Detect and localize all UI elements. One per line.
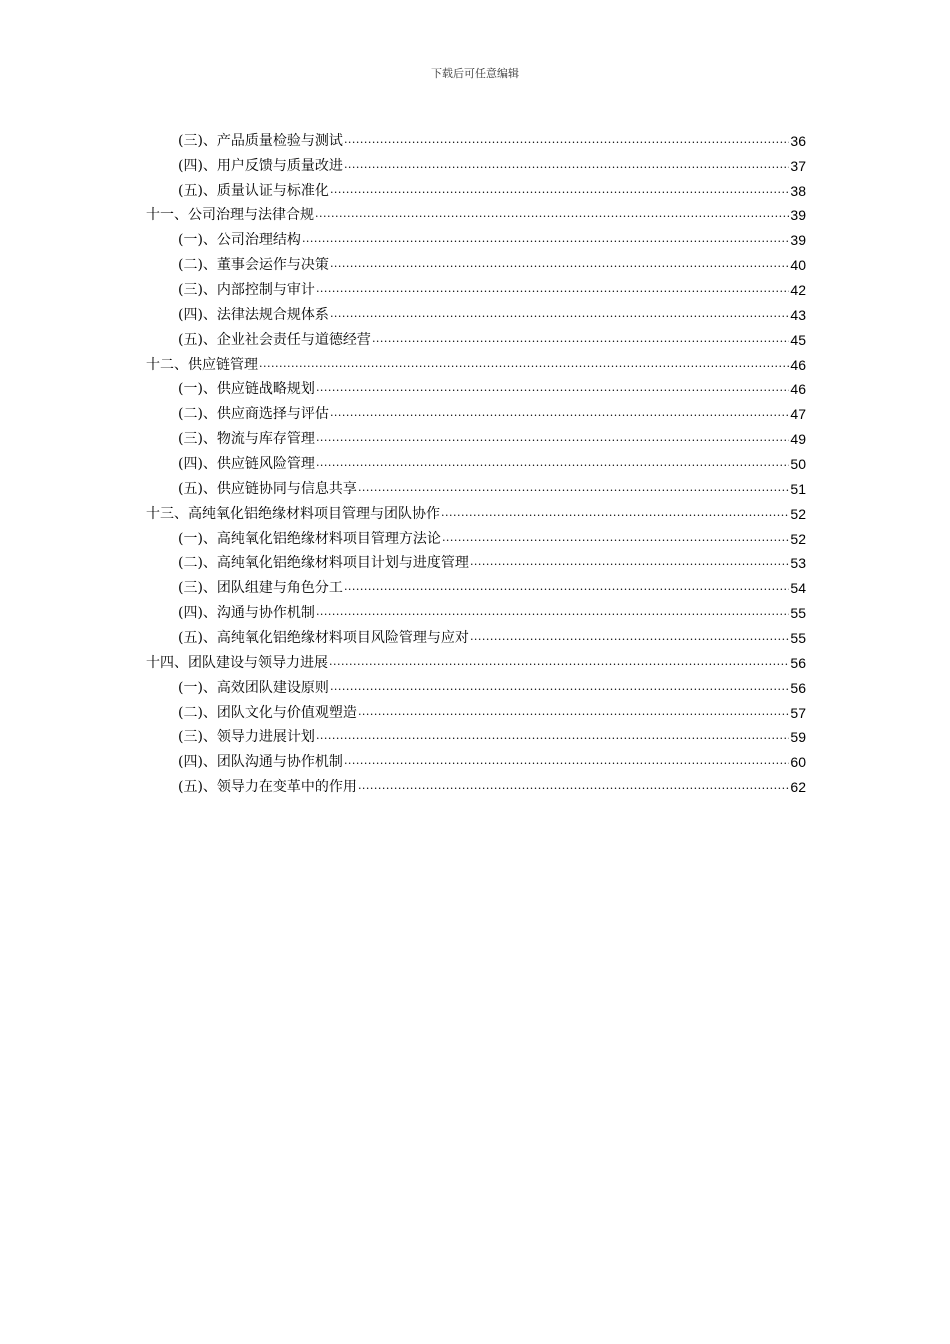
toc-entry-page: 45: [790, 331, 806, 348]
toc-dot-leader: [316, 455, 789, 471]
toc-entry-title: (四)、团队沟通与协作机制: [178, 754, 343, 771]
toc-dot-leader: [330, 182, 789, 198]
toc-entry-title: (一)、供应链战略规划: [178, 381, 315, 398]
toc-entry-title: (三)、产品质量检验与测试: [178, 132, 343, 149]
toc-section-entry[interactable]: [146, 424, 806, 449]
toc-entry-title: (四)、供应链风险管理: [178, 456, 315, 473]
toc-entry-page: 47: [790, 406, 806, 423]
toc-section-entry[interactable]: [146, 474, 806, 499]
toc-entry-title: (四)、用户反馈与质量改进: [178, 157, 343, 174]
toc-entry-title: (五)、供应链协同与信息共享: [178, 480, 357, 497]
toc-dot-leader: [329, 654, 789, 670]
toc-section-entry[interactable]: [146, 250, 806, 275]
toc-entry-page: 39: [790, 232, 806, 249]
toc-entry-page: 55: [790, 630, 806, 647]
toc-section-entry[interactable]: [146, 449, 806, 474]
toc-entry-title: (五)、高纯氧化铝绝缘材料项目风险管理与应对: [178, 630, 469, 647]
toc-dot-leader: [302, 231, 789, 247]
toc-entry-title: 十一、公司治理与法律合规: [146, 207, 314, 224]
toc-entry-title: (四)、沟通与协作机制: [178, 605, 315, 622]
toc-dot-leader: [330, 306, 789, 322]
toc-dot-leader: [316, 380, 789, 396]
toc-entry-page: 43: [790, 306, 806, 323]
toc-dot-leader: [316, 728, 789, 744]
toc-entry-page: 50: [790, 456, 806, 473]
toc-entry-page: 56: [790, 679, 806, 696]
toc-entry-title: (五)、质量认证与标准化: [178, 182, 329, 199]
toc-entry-page: 51: [790, 480, 806, 497]
toc-entry-page: 56: [790, 654, 806, 671]
toc-entry-page: 60: [790, 754, 806, 771]
toc-dot-leader: [316, 430, 789, 446]
toc-dot-leader: [441, 505, 789, 521]
toc-entry-title: (二)、董事会运作与决策: [178, 257, 329, 274]
toc-entry-page: 55: [790, 605, 806, 622]
toc-section-entry[interactable]: [146, 698, 806, 723]
toc-entry-page: 37: [790, 157, 806, 174]
toc-entry-title: (二)、团队文化与价值观塑造: [178, 704, 357, 721]
toc-section-entry[interactable]: [146, 723, 806, 748]
toc-entry-title: (五)、领导力在变革中的作用: [178, 779, 357, 796]
toc-entry-page: 49: [790, 431, 806, 448]
toc-section-entry[interactable]: [146, 598, 806, 623]
toc-section-entry[interactable]: [146, 151, 806, 176]
toc-dot-leader: [344, 753, 789, 769]
toc-chapter-entry[interactable]: [146, 499, 806, 524]
toc-entry-title: (一)、公司治理结构: [178, 232, 301, 249]
toc-section-entry[interactable]: [146, 126, 806, 151]
toc-dot-leader: [442, 530, 789, 546]
toc-entry-title: (三)、领导力进展计划: [178, 729, 315, 746]
toc-dot-leader: [358, 778, 789, 794]
toc-section-entry[interactable]: [146, 399, 806, 424]
toc-dot-leader: [259, 356, 789, 372]
toc-dot-leader: [316, 281, 789, 297]
toc-entry-title: (五)、企业社会责任与道德经营: [178, 331, 371, 348]
toc-entry-title: (三)、物流与库存管理: [178, 431, 315, 448]
toc-section-entry[interactable]: [146, 176, 806, 201]
toc-section-entry[interactable]: [146, 325, 806, 350]
toc-dot-leader: [344, 132, 789, 148]
toc-section-entry[interactable]: [146, 375, 806, 400]
toc-section-entry[interactable]: [146, 573, 806, 598]
toc-dot-leader: [358, 704, 789, 720]
toc-dot-leader: [372, 331, 789, 347]
toc-entry-title: (三)、内部控制与审计: [178, 282, 315, 299]
toc-entry-page: 54: [790, 580, 806, 597]
toc-entry-title: (二)、供应商选择与评估: [178, 406, 329, 423]
toc-entry-title: 十四、团队建设与领导力进展: [146, 654, 328, 671]
toc-dot-leader: [344, 157, 789, 173]
toc-chapter-entry[interactable]: [146, 350, 806, 375]
toc-dot-leader: [470, 629, 789, 645]
toc-section-entry[interactable]: [146, 747, 806, 772]
toc-entry-title: 十二、供应链管理: [146, 356, 258, 373]
toc-section-entry[interactable]: [146, 772, 806, 797]
toc-entry-page: 52: [790, 530, 806, 547]
toc-dot-leader: [330, 256, 789, 272]
toc-entry-title: (一)、高效团队建设原则: [178, 679, 329, 696]
toc-dot-leader: [330, 405, 789, 421]
toc-chapter-entry[interactable]: [146, 648, 806, 673]
toc-entry-page: 36: [790, 132, 806, 149]
toc-section-entry[interactable]: [146, 673, 806, 698]
toc-entry-title: 十三、高纯氧化铝绝缘材料项目管理与团队协作: [146, 505, 440, 522]
toc-entry-page: 57: [790, 704, 806, 721]
toc-entry-page: 38: [790, 182, 806, 199]
toc-entry-page: 39: [790, 207, 806, 224]
toc-entry-page: 46: [790, 381, 806, 398]
table-of-contents: [146, 126, 806, 797]
page-header: 下载后可任意编辑: [431, 67, 519, 80]
toc-entry-page: 42: [790, 282, 806, 299]
toc-section-entry[interactable]: [146, 524, 806, 549]
toc-dot-leader: [316, 604, 789, 620]
toc-section-entry[interactable]: [146, 275, 806, 300]
toc-section-entry[interactable]: [146, 623, 806, 648]
toc-section-entry[interactable]: [146, 549, 806, 574]
toc-entry-title: (一)、高纯氧化铝绝缘材料项目管理方法论: [178, 530, 441, 547]
toc-section-entry[interactable]: [146, 300, 806, 325]
toc-entry-page: 40: [790, 257, 806, 274]
toc-dot-leader: [470, 554, 789, 570]
toc-entry-page: 53: [790, 555, 806, 572]
toc-section-entry[interactable]: [146, 225, 806, 250]
toc-entry-title: (二)、高纯氧化铝绝缘材料项目计划与进度管理: [178, 555, 469, 572]
toc-dot-leader: [358, 480, 789, 496]
toc-entry-page: 46: [790, 356, 806, 373]
toc-entry-page: 59: [790, 729, 806, 746]
toc-entry-page: 52: [790, 505, 806, 522]
toc-chapter-entry[interactable]: [146, 201, 806, 226]
toc-dot-leader: [330, 679, 789, 695]
toc-entry-page: 62: [790, 779, 806, 796]
toc-entry-title: (三)、团队组建与角色分工: [178, 580, 343, 597]
toc-dot-leader: [315, 206, 789, 222]
toc-dot-leader: [344, 579, 789, 595]
toc-entry-title: (四)、法律法规合规体系: [178, 306, 329, 323]
